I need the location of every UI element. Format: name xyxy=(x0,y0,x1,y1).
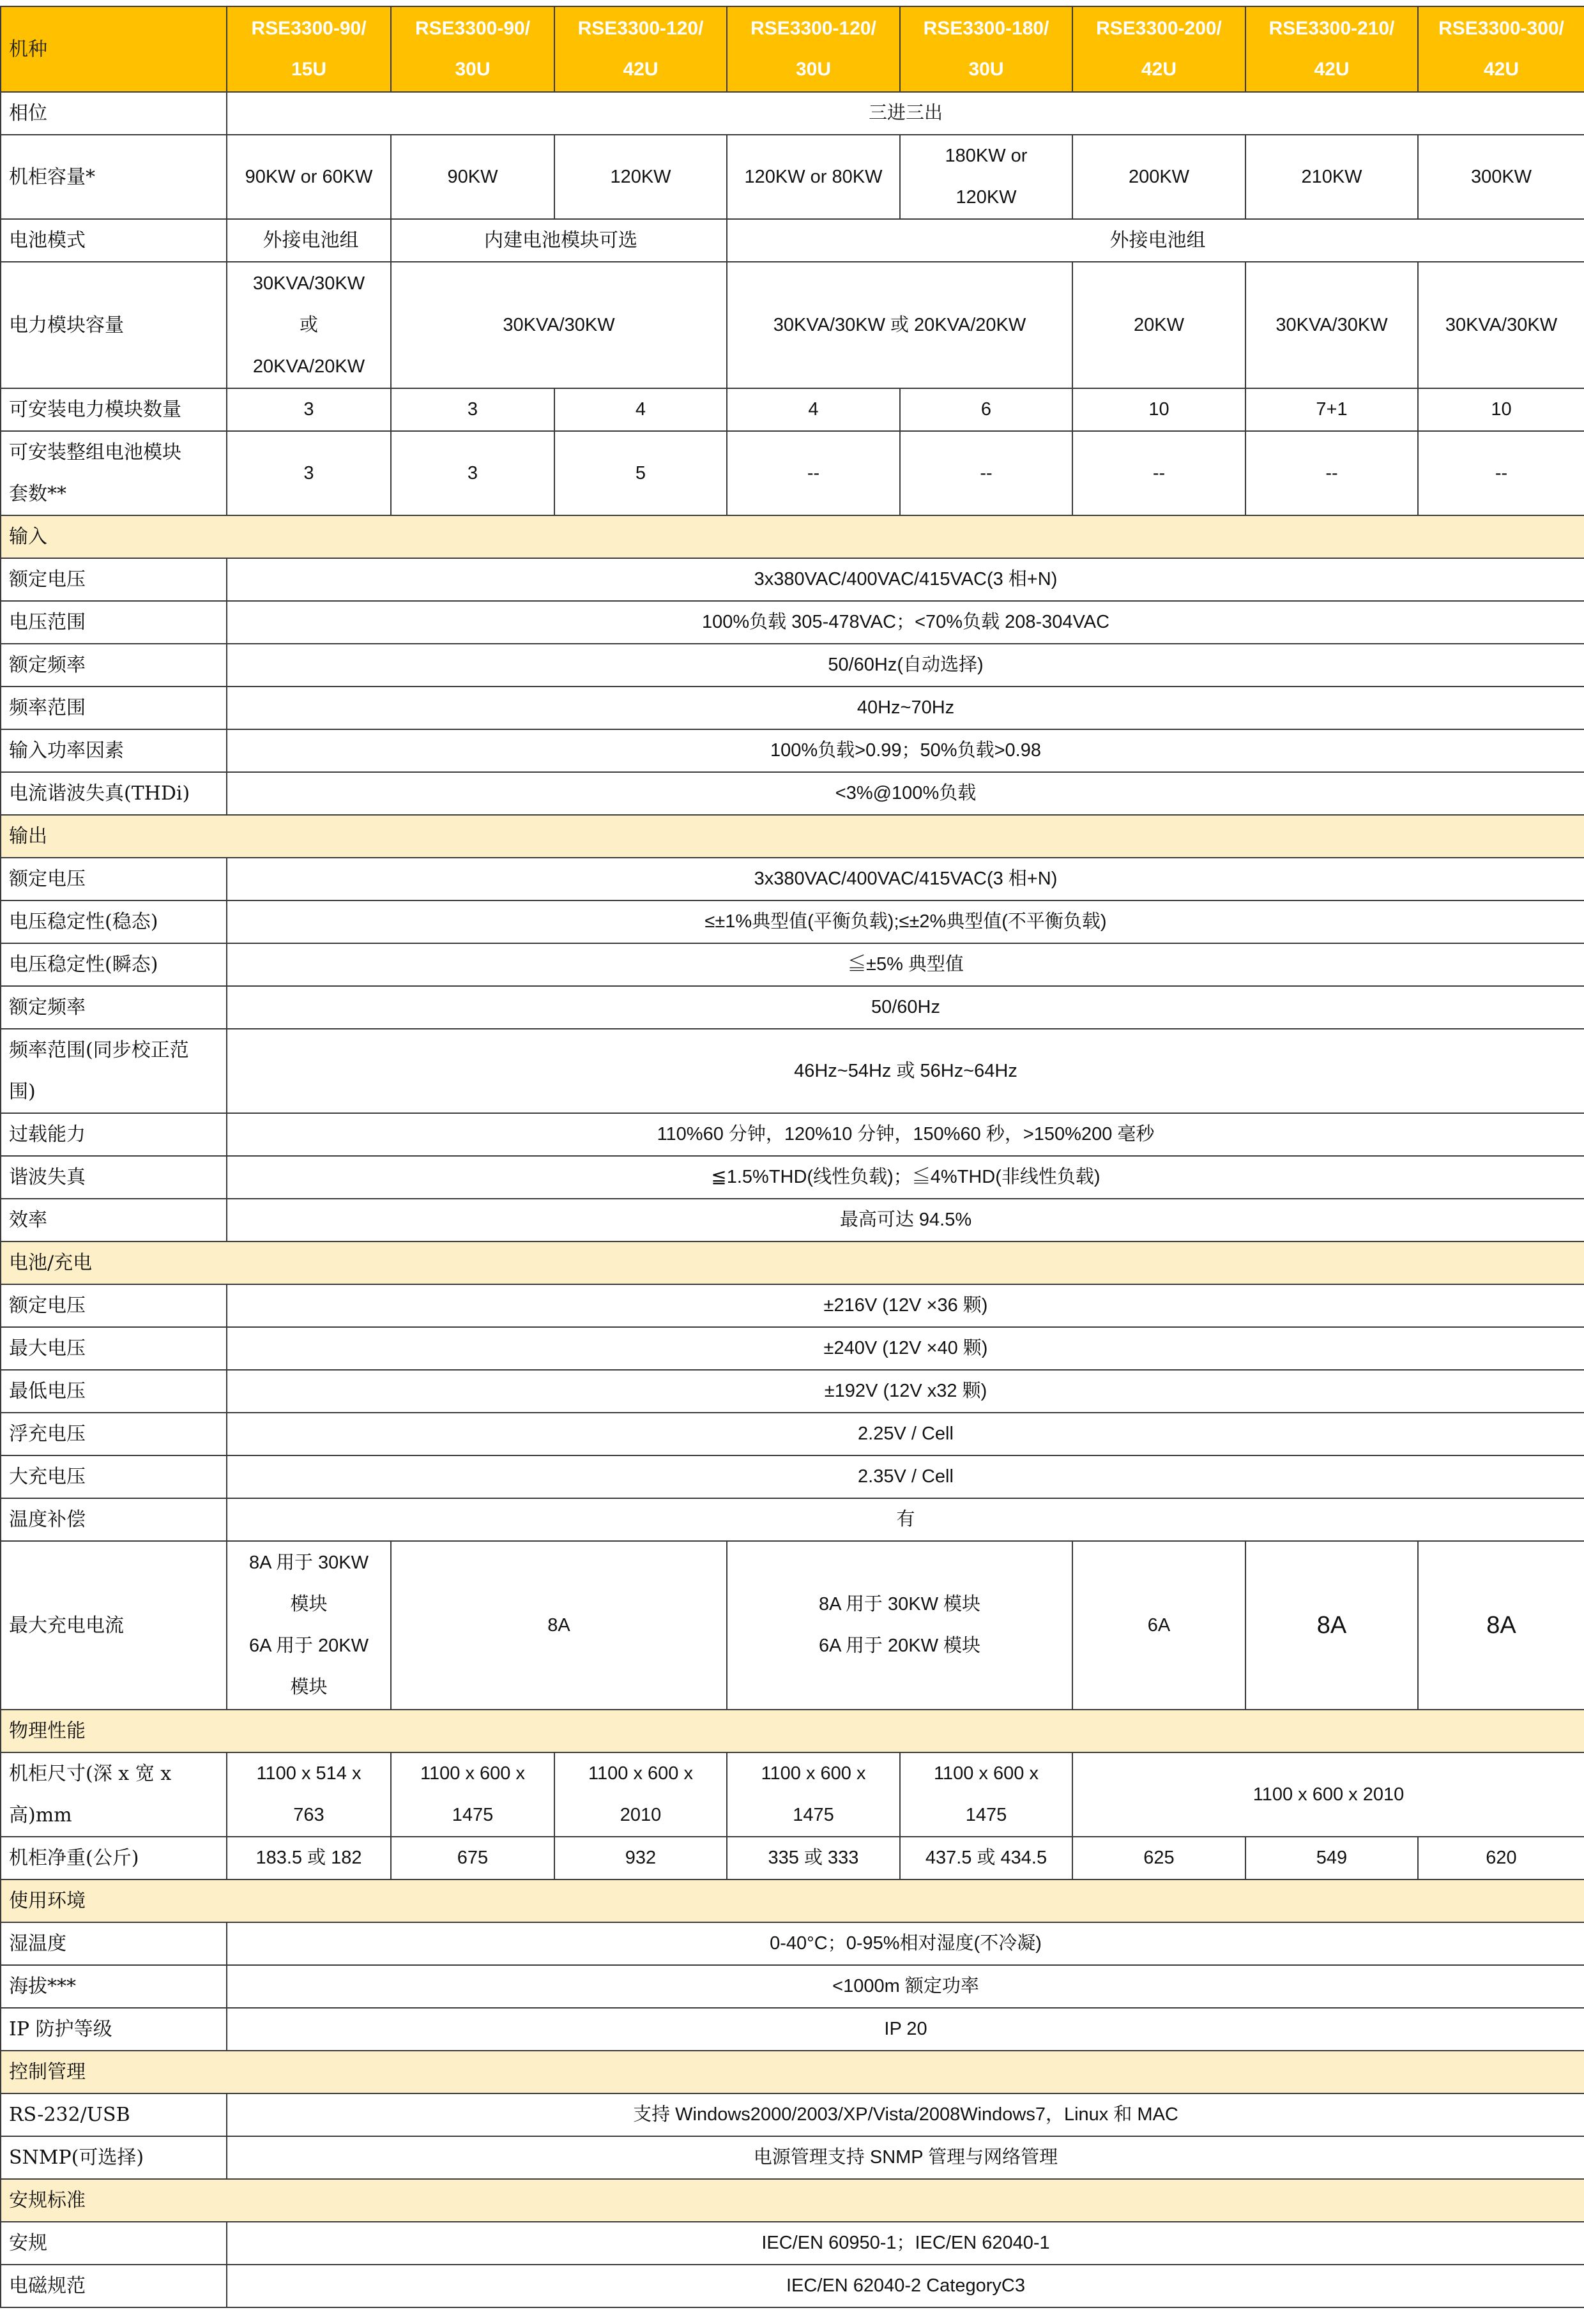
cell-value: 100%负载>0.99；50%负载>0.98 xyxy=(227,729,1584,772)
cell-value: 200KW xyxy=(1072,135,1245,219)
cell-value: 46Hz~54Hz 或 56Hz~64Hz xyxy=(227,1029,1584,1113)
section-header-input xyxy=(1,515,1584,558)
cell-value: 3x380VAC/400VAC/415VAC(3 相+N) xyxy=(227,858,1584,900)
row-label: 电压稳定性(稳态) xyxy=(1,900,227,943)
row-label: 最大充电电流 xyxy=(1,1541,227,1710)
table-row xyxy=(1,601,1584,644)
cell-value: 30KVA/30KW 或 20KVA/20KW xyxy=(727,262,1072,388)
cell-value: 0-40°C；0-95%相对湿度(不冷凝) xyxy=(227,1922,1584,1965)
row-label: 机柜净重(公斤) xyxy=(1,1837,227,1880)
cell-value: 120KW or 80KW xyxy=(727,135,900,219)
cell-value: 30KVA/30KW xyxy=(391,262,727,388)
cell-value: ≦1.5%THD(线性负载)；≦4%THD(非线性负载) xyxy=(227,1156,1584,1199)
row-label: 额定电压 xyxy=(1,1284,227,1327)
table-row xyxy=(1,1029,1584,1113)
table-row xyxy=(1,1113,1584,1156)
cell-value: 3 xyxy=(227,388,391,431)
model-header: RSE3300-210/ 42U xyxy=(1245,6,1418,92)
section-header-output xyxy=(1,815,1584,858)
cell-value: 10 xyxy=(1418,388,1584,431)
table-row xyxy=(1,431,1584,515)
row-label: 输入功率因素 xyxy=(1,729,227,772)
cell-value: 内建电池模块可选 xyxy=(391,219,727,262)
cell-value: 3x380VAC/400VAC/415VAC(3 相+N) xyxy=(227,558,1584,601)
cell-value: 8A xyxy=(1245,1541,1418,1710)
table-row xyxy=(1,1455,1584,1498)
cell-value: ≤±1%典型值(平衡负载);≤±2%典型值(不平衡负载) xyxy=(227,900,1584,943)
cell-value: <1000m 额定功率 xyxy=(227,1965,1584,2008)
table-row xyxy=(1,2136,1584,2179)
section-header-standards xyxy=(1,2179,1584,2222)
table-row xyxy=(1,1498,1584,1541)
row-label: 谐波失真 xyxy=(1,1156,227,1199)
cell-value: 8A xyxy=(1418,1541,1584,1710)
row-label: 频率范围(同步校正范 围) xyxy=(1,1029,227,1113)
cell-value: -- xyxy=(1072,431,1245,515)
model-header: RSE3300-90/ 15U xyxy=(227,6,391,92)
cell-value: 180KW or 120KW xyxy=(900,135,1072,219)
row-label: 效率 xyxy=(1,1199,227,1242)
row-label: 电流谐波失真(THDi) xyxy=(1,772,227,815)
table-row xyxy=(1,772,1584,815)
cell-value: ±216V (12V ×36 颗) xyxy=(227,1284,1584,1327)
cell-value: 10 xyxy=(1072,388,1245,431)
table-row xyxy=(1,1199,1584,1242)
cell-value: -- xyxy=(900,431,1072,515)
row-label: IP 防护等级 xyxy=(1,2008,227,2051)
cell-value: 8A xyxy=(391,1541,727,1710)
cell-value: 335 或 333 xyxy=(727,1837,900,1880)
table-row xyxy=(1,1922,1584,1965)
section-header-control xyxy=(1,2051,1584,2093)
cell-value: 1100 x 600 x 1475 xyxy=(391,1752,554,1837)
cell-value: 5 xyxy=(554,431,727,515)
row-label: 电压稳定性(瞬态) xyxy=(1,943,227,986)
table-row xyxy=(1,219,1584,262)
cell-value: 7+1 xyxy=(1245,388,1418,431)
cell-value: 90KW xyxy=(391,135,554,219)
table-row xyxy=(1,687,1584,729)
cell-value: 100%负载 305-478VAC；<70%负载 208-304VAC xyxy=(227,601,1584,644)
cell-value: 8A 用于 30KW 模块 6A 用于 20KW 模块 xyxy=(227,1541,391,1710)
cell-value: 675 xyxy=(391,1837,554,1880)
cell-value: 20KW xyxy=(1072,262,1245,388)
section-title: 输出 xyxy=(1,815,1584,858)
section-title: 输入 xyxy=(1,515,1584,558)
cell-value: 6A xyxy=(1072,1541,1245,1710)
cell-value: IP 20 xyxy=(227,2008,1584,2051)
row-label: 电池模式 xyxy=(1,219,227,262)
cell-value: 40Hz~70Hz xyxy=(227,687,1584,729)
cell-value: 3 xyxy=(391,388,554,431)
table-row xyxy=(1,1370,1584,1413)
table-row xyxy=(1,135,1584,219)
cell-value: ±240V (12V ×40 颗) xyxy=(227,1327,1584,1370)
cell-value: 3 xyxy=(227,431,391,515)
row-label: 机柜容量* xyxy=(1,135,227,219)
table-row xyxy=(1,1327,1584,1370)
cell-value: 外接电池组 xyxy=(727,219,1584,262)
cell-value: 30KVA/30KW xyxy=(1245,262,1418,388)
cell-value: 最高可达 94.5% xyxy=(227,1199,1584,1242)
cell-value: ≦±5% 典型值 xyxy=(227,943,1584,986)
row-label: 额定电压 xyxy=(1,558,227,601)
section-title: 物理性能 xyxy=(1,1710,1584,1752)
cell-value: 支持 Windows2000/2003/XP/Vista/2008Windows7，Linux 和 MAC xyxy=(227,2093,1584,2136)
table-row xyxy=(1,900,1584,943)
row-label: 频率范围 xyxy=(1,687,227,729)
cell-value: 50/60Hz xyxy=(227,986,1584,1029)
row-label: 海拔*** xyxy=(1,1965,227,2008)
cell-value: -- xyxy=(1245,431,1418,515)
table-row xyxy=(1,858,1584,900)
row-label: 可安装电力模块数量 xyxy=(1,388,227,431)
table-row xyxy=(1,2265,1584,2307)
section-header-environment xyxy=(1,1880,1584,1922)
row-label: 额定频率 xyxy=(1,986,227,1029)
cell-value: 30KVA/30KW 或 20KVA/20KW xyxy=(227,262,391,388)
table-row xyxy=(1,2008,1584,2051)
table-row xyxy=(1,2093,1584,2136)
cell-value: 183.5 或 182 xyxy=(227,1837,391,1880)
cell-value: 外接电池组 xyxy=(227,219,391,262)
cell-value: 90KW or 60KW xyxy=(227,135,391,219)
row-label: 浮充电压 xyxy=(1,1413,227,1455)
cell-value: 300KW xyxy=(1418,135,1584,219)
table-row xyxy=(1,943,1584,986)
cell-value: 6 xyxy=(900,388,1072,431)
cell-value: 8A 用于 30KW 模块 6A 用于 20KW 模块 xyxy=(727,1541,1072,1710)
section-header-physical xyxy=(1,1710,1584,1752)
section-title: 安规标准 xyxy=(1,2179,1584,2222)
table-row xyxy=(1,388,1584,431)
table-row xyxy=(1,986,1584,1029)
cell-value: 1100 x 600 x 1475 xyxy=(727,1752,900,1837)
section-title: 电池/充电 xyxy=(1,1242,1584,1284)
section-title: 控制管理 xyxy=(1,2051,1584,2093)
table-row xyxy=(1,1837,1584,1880)
table-row xyxy=(1,262,1584,388)
cell-value: 三进三出 xyxy=(227,92,1584,135)
row-label: 机柜尺寸(深 x 宽 x 高)mm xyxy=(1,1752,227,1837)
table-row xyxy=(1,644,1584,687)
spec-table xyxy=(0,6,1584,2308)
row-label: 温度补偿 xyxy=(1,1498,227,1541)
cell-value: 电源管理支持 SNMP 管理与网络管理 xyxy=(227,2136,1584,2179)
cell-value: 210KW xyxy=(1245,135,1418,219)
table-row xyxy=(1,1965,1584,2008)
cell-value: 625 xyxy=(1072,1837,1245,1880)
cell-value: 1100 x 600 x 1475 xyxy=(900,1752,1072,1837)
row-label: SNMP(可选择) xyxy=(1,2136,227,2179)
cell-value: 110%60 分钟，120%10 分钟，150%60 秒，>150%200 毫秒 xyxy=(227,1113,1584,1156)
table-row xyxy=(1,2222,1584,2265)
section-header-battery xyxy=(1,1242,1584,1284)
cell-value: 1100 x 514 x 763 xyxy=(227,1752,391,1837)
row-label: 安规 xyxy=(1,2222,227,2265)
table-row xyxy=(1,558,1584,601)
model-header: RSE3300-180/ 30U xyxy=(900,6,1072,92)
row-label: 过载能力 xyxy=(1,1113,227,1156)
cell-value: 有 xyxy=(227,1498,1584,1541)
row-label: 电磁规范 xyxy=(1,2265,227,2307)
model-header: RSE3300-120/ 30U xyxy=(727,6,900,92)
table-row xyxy=(1,1541,1584,1710)
cell-value: 1100 x 600 x 2010 xyxy=(554,1752,727,1837)
row-label: 相位 xyxy=(1,92,227,135)
cell-value: -- xyxy=(1418,431,1584,515)
cell-value: 30KVA/30KW xyxy=(1418,262,1584,388)
row-label: 最低电压 xyxy=(1,1370,227,1413)
section-title: 使用环境 xyxy=(1,1880,1584,1922)
row-label: 可安装整组电池模块 套数** xyxy=(1,431,227,515)
cell-value: 4 xyxy=(554,388,727,431)
table-row xyxy=(1,1284,1584,1327)
model-header: RSE3300-200/ 42U xyxy=(1072,6,1245,92)
table-row xyxy=(1,729,1584,772)
row-label: 额定频率 xyxy=(1,644,227,687)
cell-value: 4 xyxy=(727,388,900,431)
model-header: RSE3300-90/ 30U xyxy=(391,6,554,92)
cell-value: 2.25V / Cell xyxy=(227,1413,1584,1455)
cell-value: 437.5 或 434.5 xyxy=(900,1837,1072,1880)
cell-value: 549 xyxy=(1245,1837,1418,1880)
model-header: RSE3300-300/ 42U xyxy=(1418,6,1584,92)
cell-value: 2.35V / Cell xyxy=(227,1455,1584,1498)
header-row xyxy=(1,6,1584,92)
cell-value: ±192V (12V x32 颗) xyxy=(227,1370,1584,1413)
cell-value: IEC/EN 60950-1；IEC/EN 62040-1 xyxy=(227,2222,1584,2265)
cell-value: 120KW xyxy=(554,135,727,219)
table-row xyxy=(1,1156,1584,1199)
cell-value: 50/60Hz(自动选择) xyxy=(227,644,1584,687)
cell-value: -- xyxy=(727,431,900,515)
row-label: 电力模块容量 xyxy=(1,262,227,388)
model-header: RSE3300-120/ 42U xyxy=(554,6,727,92)
cell-value: <3%@100%负载 xyxy=(227,772,1584,815)
cell-value: 3 xyxy=(391,431,554,515)
row-label: 额定电压 xyxy=(1,858,227,900)
cell-value: 932 xyxy=(554,1837,727,1880)
cell-value: 620 xyxy=(1418,1837,1584,1880)
row-label: 电压范围 xyxy=(1,601,227,644)
table-row xyxy=(1,1413,1584,1455)
cell-value: IEC/EN 62040-2 CategoryC3 xyxy=(227,2265,1584,2307)
row-label: 大充电压 xyxy=(1,1455,227,1498)
row-label: 最大电压 xyxy=(1,1327,227,1370)
row-label: 湿温度 xyxy=(1,1922,227,1965)
header-label: 机种 xyxy=(1,6,227,92)
table-row xyxy=(1,1752,1584,1837)
table-row xyxy=(1,92,1584,135)
row-label: RS-232/USB xyxy=(1,2093,227,2136)
cell-value: 1100 x 600 x 2010 xyxy=(1072,1752,1584,1837)
